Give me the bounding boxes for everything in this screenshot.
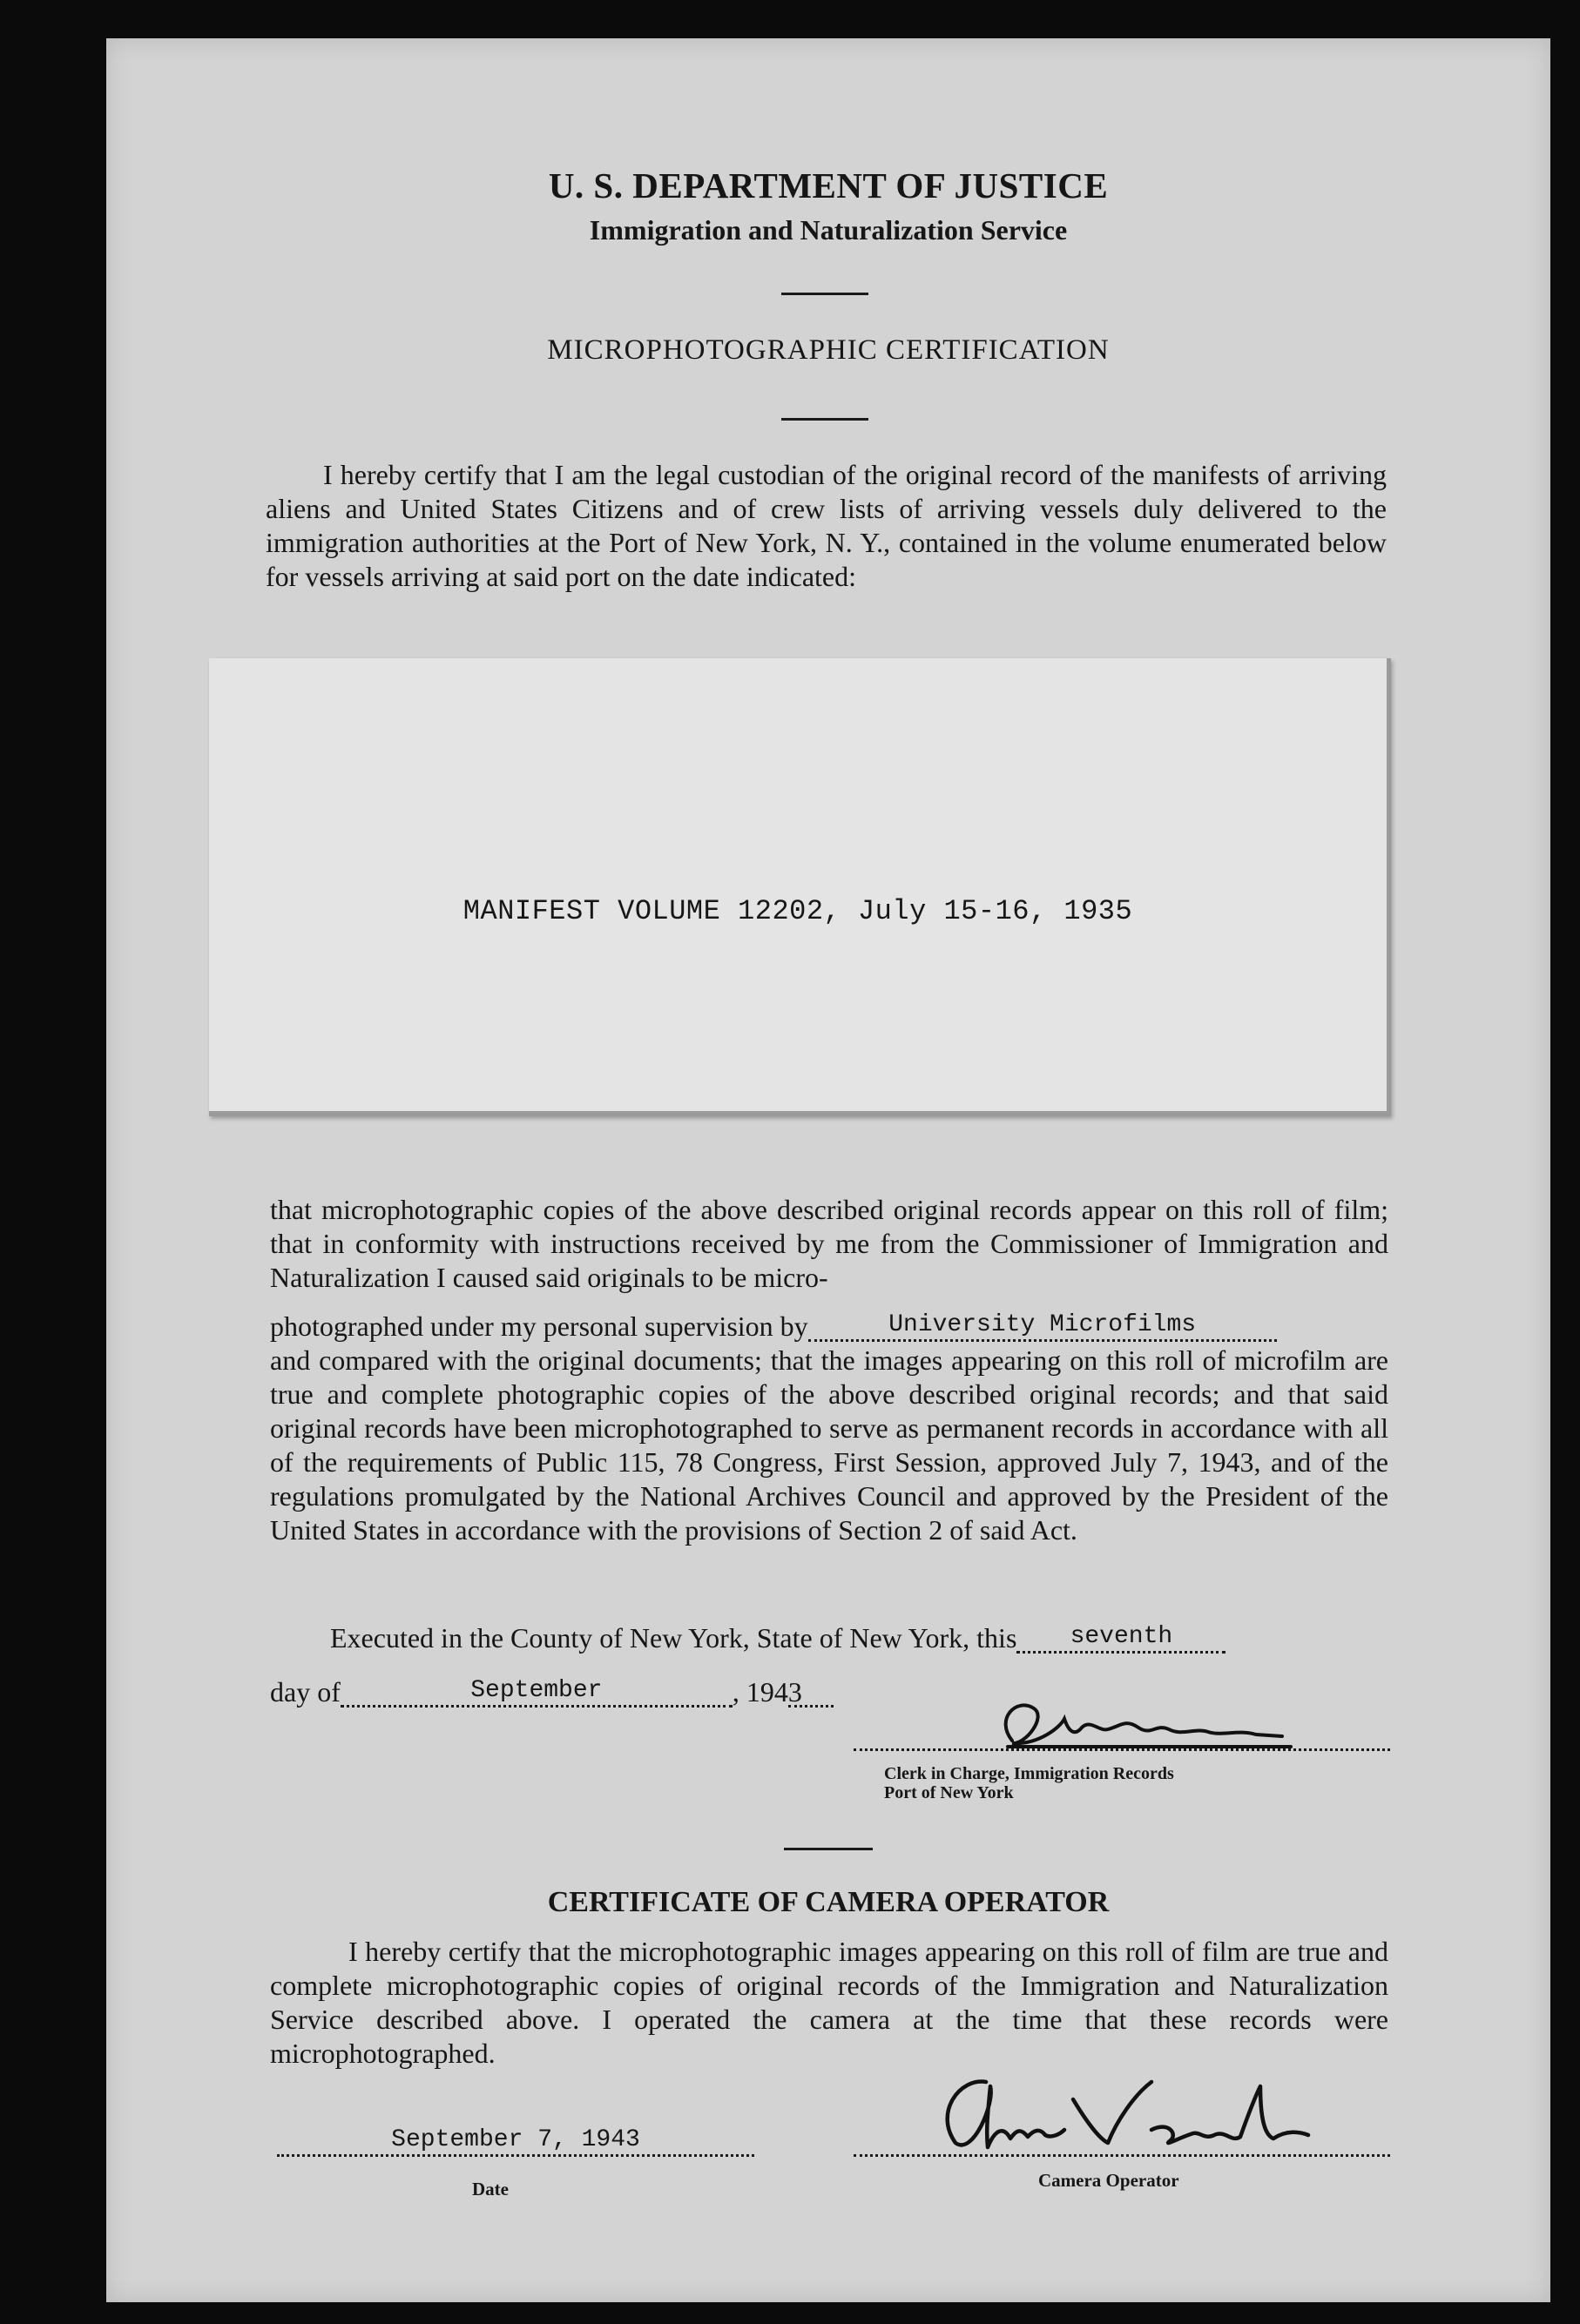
volume-label: MANIFEST VOLUME 12202, July 15-16, 1935	[463, 895, 1133, 927]
clerk-title	[884, 1764, 1174, 1802]
camera-operator-label: Camera Operator	[1038, 2170, 1179, 2191]
execution-date-line	[270, 1675, 834, 1709]
body-paragraph-part1: that microphotographic copies of the above described original records appear on this roll of film; that in conformity with instructions received by me from the Commissioner of Immigration and Naturalization I caused said originals to be micro-	[270, 1194, 1388, 1293]
date-field	[277, 2125, 754, 2157]
photographed-by-prefix: photographed under my personal supervision by	[270, 1310, 808, 1342]
divider	[781, 293, 868, 295]
year-digit: 3	[787, 1676, 802, 1708]
department-heading: U. S. DEPARTMENT OF JUSTICE	[548, 165, 1109, 205]
clerk-signature	[977, 1693, 1343, 1762]
photographed-by-field	[808, 1310, 1277, 1342]
clerk-title-line2: Port of New York	[884, 1783, 1014, 1802]
body-paragraph-part3: and compared with the original documents; that the images appearing on this roll of microfilm are true and complete photographic copies of the above described original records; and that said original records have been microphotographed to serve as permanent records in accordance with all of the requirements of Public 115, 78 Congress, First Session, approved July 7, 1943, and of the regulations promulgated by the National Archives Council and approved by the President of the United States in accordance with the provisions of Section 2 of said Act.	[270, 1344, 1388, 1546]
month-field	[341, 1675, 733, 1708]
form-title: MICROPHOTOGRAPHIC CERTIFICATION	[547, 334, 1110, 366]
photographed-by-line	[270, 1310, 1277, 1344]
clerk-title-line1: Clerk in Charge, Immigration Records	[884, 1764, 1174, 1783]
camera-operator-heading: CERTIFICATE OF CAMERA OPERATOR	[547, 1886, 1110, 1918]
day-of-label: day of	[270, 1676, 341, 1708]
execution-day-value: seventh	[1070, 1623, 1173, 1650]
divider	[784, 1848, 873, 1850]
execution-line	[330, 1621, 1226, 1655]
certificate-page	[106, 38, 1550, 2302]
year-field	[788, 1675, 834, 1708]
intro-paragraph: I hereby certify that I am the legal custodian of the original record of the manifests of arriving aliens and United States Citizens and of crew lists of arriving vessels duly delivered to the immigration authorities at the Port of New York, N. Y., contained in the volume enumerated below for vessels arriving at said port on the date indicated:	[266, 459, 1387, 592]
execution-day-field	[1016, 1621, 1226, 1654]
operator-signature	[890, 2060, 1343, 2156]
date-value: September 7, 1943	[391, 2126, 640, 2153]
volume-label-card	[209, 658, 1391, 1116]
date-label: Date	[472, 2179, 509, 2199]
year-prefix: , 194	[732, 1676, 788, 1708]
execution-prefix: Executed in the County of New York, State of New York, this	[330, 1622, 1017, 1654]
service-subheading: Immigration and Naturalization Service	[589, 214, 1068, 246]
date-line	[277, 2125, 754, 2159]
photographed-by-value: University Microfilms	[888, 1311, 1197, 1338]
camera-operator-paragraph: I hereby certify that the microphotographic images appearing on this roll of film are true and complete microphotographic copies of original records of the Immigration and Naturalization Service described above. I operated the camera at the time that these records were microphotographed.	[270, 1936, 1388, 2069]
month-value: September	[470, 1677, 603, 1704]
divider	[781, 418, 868, 421]
